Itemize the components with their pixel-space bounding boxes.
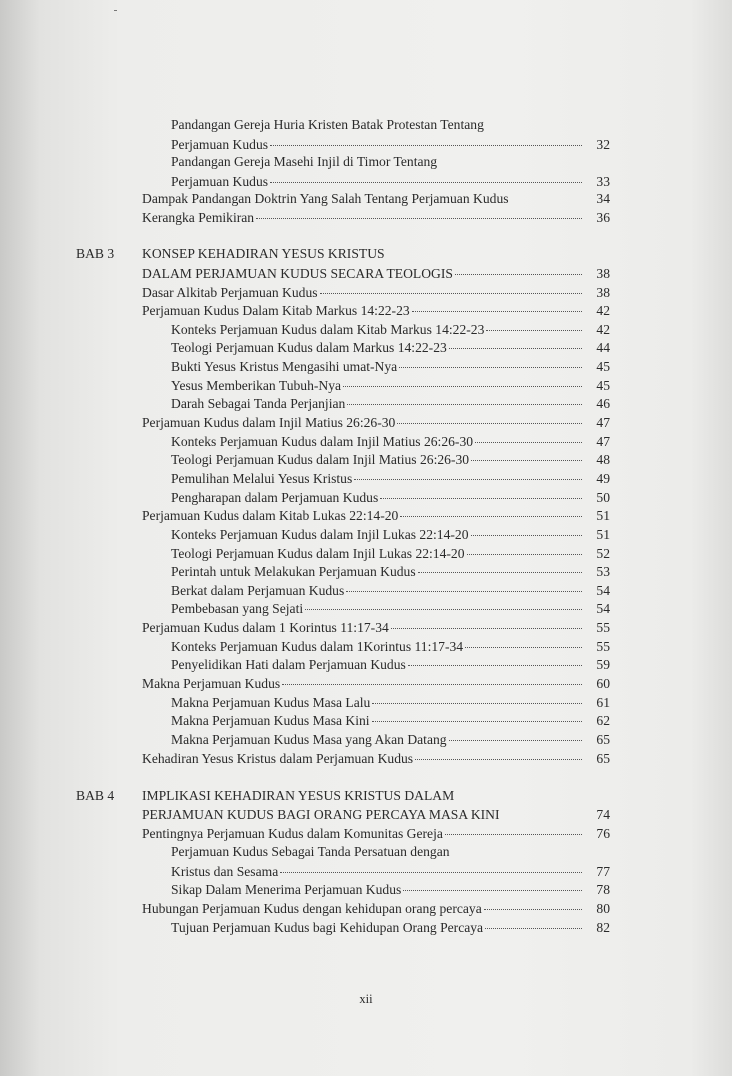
toc-entry-page: 51 xyxy=(596,527,610,542)
toc-entry[interactable] xyxy=(142,749,610,768)
toc-entry-page: 42 xyxy=(596,322,610,337)
dot-leader xyxy=(270,169,582,183)
dot-leader xyxy=(320,280,582,294)
dot-leader xyxy=(397,410,582,424)
dot-leader xyxy=(270,132,582,146)
dot-leader xyxy=(471,522,582,536)
toc-entry-title: Pembebasan yang Sejati xyxy=(171,601,304,616)
toc-entry-title: Perjamuan Kudus dalam Injil Matius 26:26-30 xyxy=(142,415,396,430)
toc-entry[interactable] xyxy=(142,208,610,227)
toc-entry-title: Penyelidikan Hati dalam Perjamuan Kudus xyxy=(171,657,406,672)
toc-entry-title: Konteks Perjamuan Kudus dalam Injil Lukas 22:14-20 xyxy=(171,527,469,542)
toc-entry-title: Yesus Memberikan Tubuh-Nya xyxy=(171,378,342,393)
toc-entry-page: 34 xyxy=(596,191,610,206)
toc-entry-title: IMPLIKASI KEHADIRAN YESUS KRISTUS DALAM xyxy=(142,788,455,803)
toc-entry-page: 76 xyxy=(596,826,610,841)
toc-entry-page: 45 xyxy=(596,359,610,374)
toc-entry-page: 51 xyxy=(596,508,610,523)
toc-entry-title: Pengharapan dalam Perjamuan Kudus xyxy=(171,490,379,505)
toc-entry-page: 47 xyxy=(596,415,610,430)
toc-entry-title: Berkat dalam Perjamuan Kudus xyxy=(171,583,345,598)
toc-entry-title: PERJAMUAN KUDUS BAGI ORANG PERCAYA MASA KINI xyxy=(142,807,500,822)
toc-entry-title: Kerangka Pemikiran xyxy=(142,210,255,225)
dot-leader xyxy=(380,485,582,499)
toc-entry-page: 65 xyxy=(596,751,610,766)
toc-entry-title: Konteks Perjamuan Kudus dalam Kitab Markus 14:22-23 xyxy=(171,322,485,337)
toc-entry-title: Makna Perjamuan Kudus xyxy=(142,676,281,691)
toc-entry-title: Perjamuan Kudus Sebagai Tanda Persatuan dengan xyxy=(171,844,450,859)
dot-leader xyxy=(465,634,582,648)
toc-entry-title: KONSEP KEHADIRAN YESUS KRISTUS xyxy=(142,246,385,261)
toc-entry-title: Perjamuan Kudus dalam 1 Korintus 11:17-34 xyxy=(142,620,389,635)
toc-entry-title: Darah Sebagai Tanda Perjanjian xyxy=(171,396,346,411)
toc-entry-title: Tujuan Perjamuan Kudus bagi Kehidupan Orang Percaya xyxy=(171,920,484,935)
dot-leader xyxy=(486,317,582,331)
dot-leader xyxy=(445,821,582,835)
toc-entry-title: Hubungan Perjamuan Kudus dengan kehidupan orang percaya xyxy=(142,901,482,916)
toc-entry-title: Pentingnya Perjamuan Kudus dalam Komunitas Gereja xyxy=(142,826,443,841)
toc-entry-page: 42 xyxy=(596,303,610,318)
toc-entry-page: 38 xyxy=(596,266,610,281)
dot-leader xyxy=(415,746,582,760)
dot-leader xyxy=(475,429,582,443)
toc-entry-title: DALAM PERJAMUAN KUDUS SECARA TEOLOGIS xyxy=(142,266,453,281)
toc-entry[interactable] xyxy=(171,918,610,937)
toc-entry-title: Konteks Perjamuan Kudus dalam 1Korintus 11:17-34 xyxy=(171,639,464,654)
dot-leader xyxy=(408,652,582,666)
dot-leader xyxy=(455,261,582,275)
toc-entry-title: Kehadiran Yesus Kristus dalam Perjamuan Kudus xyxy=(142,751,414,766)
toc-entry-title: Pandangan Gereja Huria Kristen Batak Protestan Tentang xyxy=(171,117,484,132)
toc-entry[interactable] xyxy=(142,824,610,843)
toc-entry-page: 65 xyxy=(596,732,610,747)
toc-entry-page: 45 xyxy=(596,378,610,393)
dot-leader xyxy=(511,187,582,200)
toc-entry[interactable] xyxy=(142,245,385,263)
toc-entry-page: 52 xyxy=(596,546,610,561)
dot-leader xyxy=(256,205,582,219)
toc-entry-page: 54 xyxy=(596,583,610,598)
dot-leader xyxy=(354,466,582,480)
dot-leader xyxy=(403,877,582,891)
dot-leader xyxy=(449,727,582,741)
toc-entry-page: 46 xyxy=(596,396,610,411)
toc-entry-title: Makna Perjamuan Kudus Masa Kini xyxy=(171,713,370,728)
toc-entry-title: Teologi Perjamuan Kudus dalam Injil Lukas 22:14-20 xyxy=(171,546,465,561)
toc-entry-page: 61 xyxy=(596,695,610,710)
toc-entry-page: 50 xyxy=(596,490,610,505)
dot-leader xyxy=(485,915,582,929)
toc-entry-page: 80 xyxy=(596,901,610,916)
toc-entry-page: 59 xyxy=(596,657,610,672)
chapter-label: BAB 4 xyxy=(76,788,115,803)
toc-entry-page: 38 xyxy=(596,285,610,300)
dot-leader xyxy=(502,803,582,816)
dot-leader xyxy=(400,503,582,517)
dot-leader xyxy=(343,373,582,387)
dot-leader xyxy=(372,708,582,722)
toc-entry-title: Sikap Dalam Menerima Perjamuan Kudus xyxy=(171,882,402,897)
toc-entry-page: 62 xyxy=(596,713,610,728)
toc-entry-page: 36 xyxy=(596,210,610,225)
toc-entry[interactable] xyxy=(142,787,454,805)
toc-entry[interactable] xyxy=(171,135,610,154)
toc-entry-page: 60 xyxy=(596,676,610,691)
dot-leader xyxy=(280,859,582,873)
toc-entry-title: Perjamuan Kudus xyxy=(171,174,269,189)
page-number: xii xyxy=(359,992,373,1006)
toc-entry-title: Dampak Pandangan Doktrin Yang Salah Tentang Perjamuan Kudus xyxy=(142,191,509,206)
dot-leader xyxy=(399,354,582,368)
toc-entry-page: 54 xyxy=(596,601,610,616)
toc-entry-title: Bukti Yesus Kristus Mengasihi umat-Nya xyxy=(171,359,398,374)
toc-entry-title: Kristus dan Sesama xyxy=(171,864,279,879)
toc-entry-page: 78 xyxy=(596,882,610,897)
toc-entry-title: Perjamuan Kudus xyxy=(171,137,269,152)
dot-leader xyxy=(471,447,582,461)
toc-entry-title: Teologi Perjamuan Kudus dalam Markus 14:22-23 xyxy=(171,340,447,355)
toc-entry-page: 74 xyxy=(596,807,610,822)
toc-entry-title: Konteks Perjamuan Kudus dalam Injil Matius 26:26-30 xyxy=(171,434,474,449)
toc-entry-page: 55 xyxy=(596,639,610,654)
toc-entry-title: Pemulihan Melalui Yesus Kristus xyxy=(171,471,353,486)
toc-entry-page: 33 xyxy=(596,174,610,189)
dot-leader xyxy=(347,391,582,405)
dot-leader xyxy=(484,896,582,910)
dot-leader xyxy=(391,615,582,629)
dot-leader xyxy=(282,671,582,685)
toc-entry-title: Makna Perjamuan Kudus Masa Lalu xyxy=(171,695,371,710)
toc-entry-title: Makna Perjamuan Kudus Masa yang Akan Datang xyxy=(171,732,447,747)
dot-leader xyxy=(467,541,582,555)
dot-leader xyxy=(372,690,582,704)
toc-entry-page: 48 xyxy=(596,452,610,467)
toc-entry-page: 53 xyxy=(596,564,610,579)
dot-leader xyxy=(346,578,582,592)
toc-entry-title: Pandangan Gereja Masehi Injil di Timor Tentang xyxy=(171,154,438,169)
toc-entry-title: Perjamuan Kudus dalam Kitab Lukas 22:14-20 xyxy=(142,508,399,523)
toc-entry-page: 47 xyxy=(596,434,610,449)
toc-entry-title: Perjamuan Kudus Dalam Kitab Markus 14:22-23 xyxy=(142,303,410,318)
toc-entry-title: Teologi Perjamuan Kudus dalam Injil Matius 26:26-30 xyxy=(171,452,470,467)
dot-leader xyxy=(418,559,582,573)
toc-entry-title: Perintah untuk Melakukan Perjamuan Kudus xyxy=(171,564,416,579)
toc-entry-page: 82 xyxy=(596,920,610,935)
chapter-label: BAB 3 xyxy=(76,246,115,261)
toc-entry-page: 32 xyxy=(596,137,610,152)
toc-entry-page: 77 xyxy=(596,864,610,879)
toc-entry-page: 49 xyxy=(596,471,610,486)
toc-entry-title: Dasar Alkitab Perjamuan Kudus xyxy=(142,285,318,300)
dot-leader xyxy=(449,335,582,349)
dot-leader xyxy=(305,596,582,610)
dot-leader xyxy=(412,298,582,312)
toc-entry-page: 44 xyxy=(596,340,610,355)
toc-entry-page: 55 xyxy=(596,620,610,635)
